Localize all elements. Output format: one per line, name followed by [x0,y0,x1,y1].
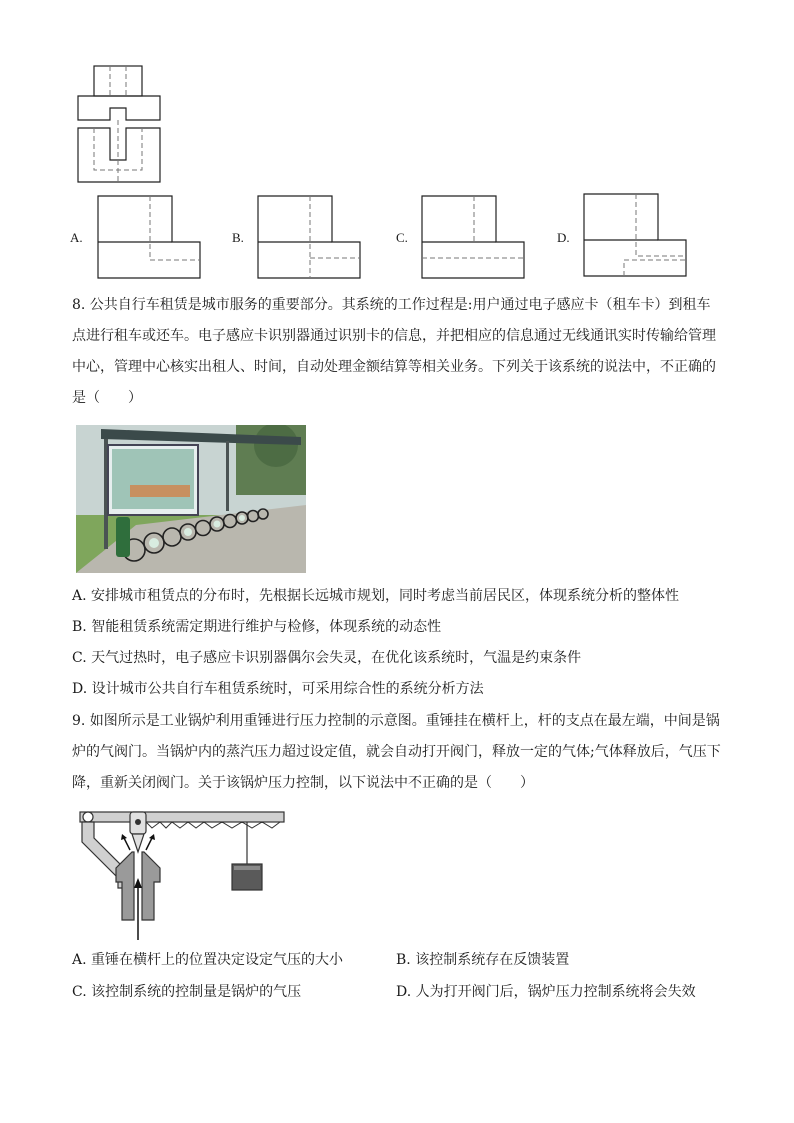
q9-stem [72,706,721,799]
q7-option-a-figure [96,194,202,282]
q8-line-1: 8. 公共自行车租赁是城市服务的重要部分。其系统的工作过程是:用户通过电子感应卡（租车卡）到租车 [72,297,711,313]
q7-option-b-figure [256,194,362,282]
q8-options [72,581,679,705]
q8-option-b[interactable]: B. 智能租赁系统需定期进行维护与检修，体现系统的动态性 [72,619,442,635]
q8-option-a[interactable]: A. 安排城市租赁点的分布时，先根据长远城市规划，同时考虑当前居民区，体现系统分析的整体性 [72,588,680,604]
q9-option-a[interactable]: A. 重锤在横杆上的位置决定设定气压的大小 [72,952,344,968]
q9-option-b[interactable]: B. 该控制系统存在反馈装置 [396,952,570,968]
q8-line-3: 中心，管理中心核实出租人、时间，自动处理金额结算等相关业务。下列关于该系统的说法中，不正确的 [72,359,716,375]
q7-option-c-label[interactable]: C. [396,230,408,245]
q7-main-figure [70,60,170,190]
bike-station-illustration [76,425,306,573]
q9-line-2: 炉的气阀门。当锅炉内的蒸汽压力超过设定值，就会自动打开阀门，释放一定的气体;气体释放后，气压下 [72,744,721,760]
q8-line-4: 是（ ） [72,390,142,406]
boiler-pressure-diagram [76,808,291,943]
q7-option-d-label[interactable]: D. [557,230,570,245]
q7-option-b-label[interactable]: B. [232,230,244,245]
q9-option-d[interactable]: D. 人为打开阀门后，锅炉压力控制系统将会失效 [396,984,696,1000]
q7-option-c-figure [420,194,526,282]
q8-line-2: 点进行租车或还车。电子感应卡识别器通过识别卡的信息，并把相应的信息通过无线通讯实时传输给管理 [72,328,716,344]
q9-line-3: 降，重新关闭阀门。关于该锅炉压力控制，以下说法中不正确的是（ ） [72,775,534,791]
q7-option-a-label[interactable]: A. [70,230,83,245]
q7-option-d-figure [582,192,688,280]
three-view-drawing [70,60,170,190]
q9-line-1: 9. 如图所示是工业锅炉利用重锤进行压力控制的示意图。重锤挂在横杆上，杆的支点在最左端，中间是锅 [72,713,720,729]
q9-option-c[interactable]: C. 该控制系统的控制量是锅炉的气压 [72,984,302,1000]
q8-option-c[interactable]: C. 天气过热时，电子感应卡识别器偶尔会失灵，在优化该系统时，气温是约束条件 [72,650,582,666]
q8-stem [72,290,716,414]
q8-option-d[interactable]: D. 设计城市公共自行车租赁系统时，可采用综合性的系统分析方法 [72,681,484,697]
bike-station-photo [76,425,306,573]
